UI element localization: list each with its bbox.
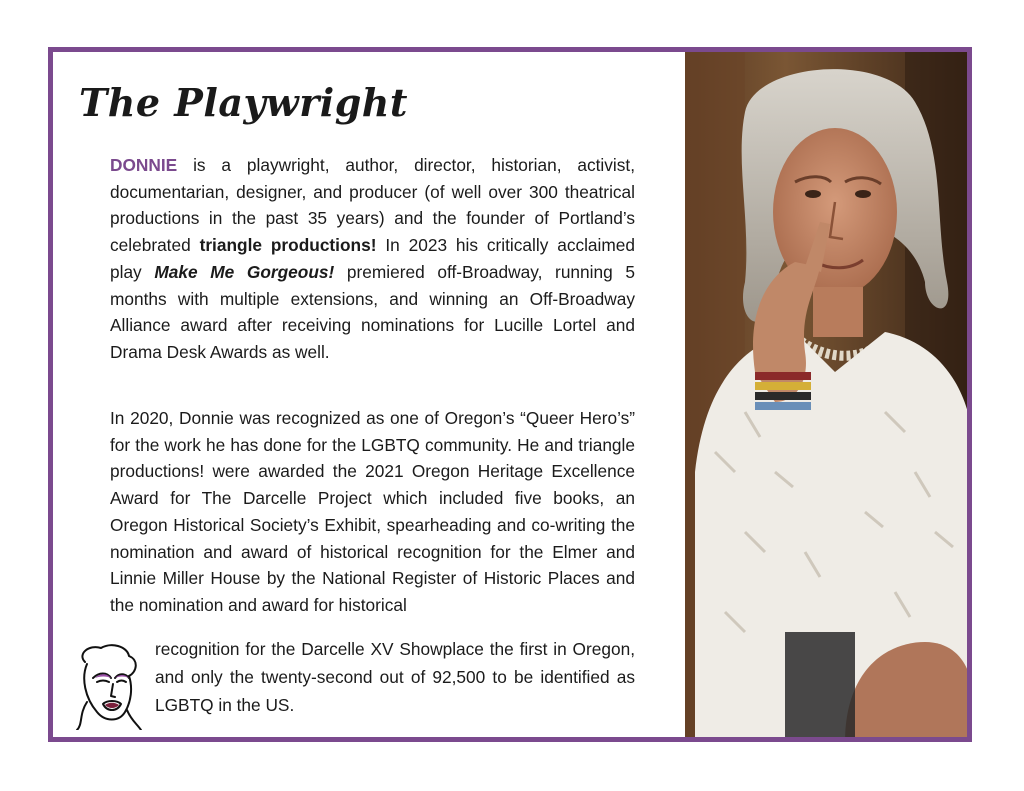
content-frame <box>48 47 972 742</box>
playwright-photo <box>685 52 972 742</box>
bio-paragraph-2-continuation: recognition for the Darcelle XV Showplace the first in Oregon, and only the twenty-second out of 92,500 to be identified as LGBTQ in the US. <box>155 639 635 715</box>
bio-text-b: In 2023 his critically acclaimed play <box>110 235 636 282</box>
play-title: Make Me Gorgeous! <box>154 261 335 282</box>
playwright-name: DONNIE <box>110 155 178 175</box>
page-title: The Playwright <box>79 80 408 125</box>
bio-text-c: premiered off-Broadway, running 5 months with multiple extensions, and winning an Off-Broadway Alliance award after receiving nominations for Lucille Lortel and Drama Desk Awards as well. <box>110 261 635 362</box>
bio-paragraph-2: In 2020, Donnie was recognized as one of Oregon’s “Queer Hero’s” for the work he has done for the LGBTQ community. He and triangle productions! were awarded the 2021 Oregon Heritage Excellence Award for The Darcelle Project which included five books, an Oregon Historical Society’s Exhibit, spearheading and co-writing the nomination and award of historical recognition for the Elmer and Linnie Miller House by the National Register of Historic Places and the nomination and award for historical <box>110 408 635 615</box>
drag-face-drawing <box>67 642 149 730</box>
company-name: triangle productions! <box>199 235 377 256</box>
bio-paragraph-1 <box>110 152 635 366</box>
bio-text-a: is a playwright, author, director, historian, activist, documentarian, designer, and producer (of well over 300 theatrical productions in the past 35 years) and the founder of Portland’s celebrated <box>110 155 635 256</box>
